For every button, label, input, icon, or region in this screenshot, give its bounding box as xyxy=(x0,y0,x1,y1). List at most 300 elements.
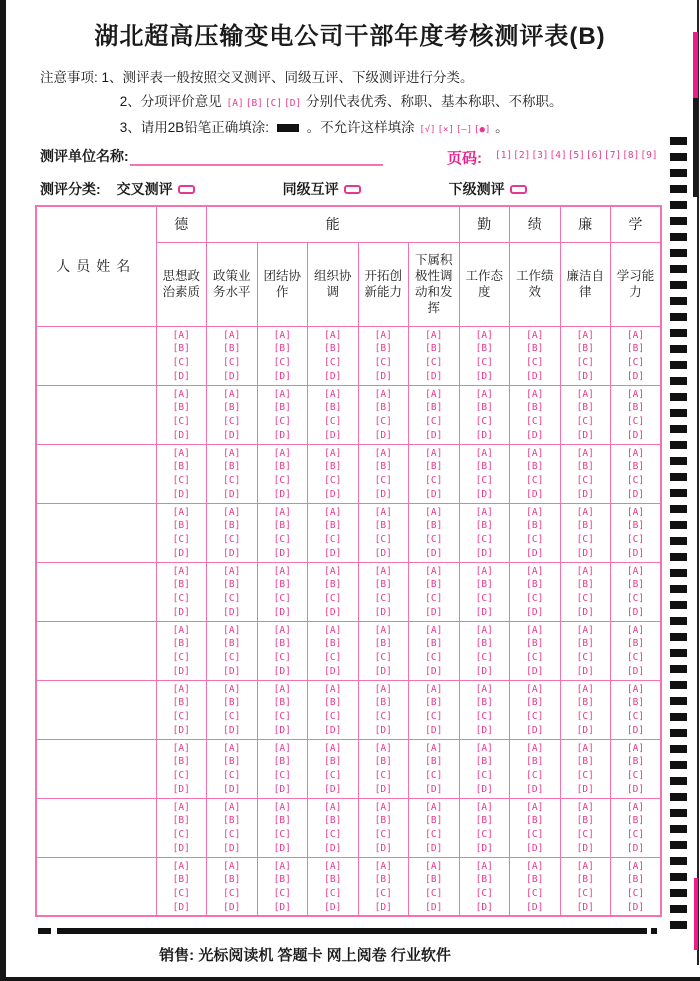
rating-bubble-b[interactable]: [B] xyxy=(273,874,291,886)
rating-bubble-d[interactable]: [D] xyxy=(273,901,291,913)
rating-bubble-b[interactable]: [B] xyxy=(526,697,544,709)
rating-bubble-a[interactable]: [A] xyxy=(223,624,241,636)
rating-bubble-a[interactable]: [A] xyxy=(576,329,594,341)
rating-bubble-c[interactable]: [C] xyxy=(576,770,594,782)
rating-bubble-b[interactable]: [B] xyxy=(526,579,544,591)
rating-bubble-c[interactable]: [C] xyxy=(374,534,392,546)
rating-bubble-b[interactable]: [B] xyxy=(626,520,645,532)
rating-bubble-b[interactable]: [B] xyxy=(172,402,190,414)
rating-bubble-a[interactable]: [A] xyxy=(475,565,493,577)
rating-bubble-c[interactable]: [C] xyxy=(273,593,291,605)
page-number-bubble[interactable]: [6] xyxy=(585,150,604,161)
rating-bubble-d[interactable]: [D] xyxy=(223,547,241,559)
rating-bubble-d[interactable]: [D] xyxy=(475,370,493,382)
rating-bubble-c[interactable]: [C] xyxy=(223,593,241,605)
rating-bubble-d[interactable]: [D] xyxy=(273,370,291,382)
rating-bubble-a[interactable]: [A] xyxy=(526,447,544,459)
rating-bubble-c[interactable]: [C] xyxy=(425,711,443,723)
rating-bubble-b[interactable]: [B] xyxy=(425,638,443,650)
rating-bubble-d[interactable]: [D] xyxy=(576,783,594,795)
rating-bubble-b[interactable]: [B] xyxy=(223,756,241,768)
rating-bubble-d[interactable]: [D] xyxy=(425,842,443,854)
rating-bubble-d[interactable]: [D] xyxy=(223,724,241,736)
rating-bubble-c[interactable]: [C] xyxy=(626,534,645,546)
rating-bubble-a[interactable]: [A] xyxy=(374,447,392,459)
rating-bubble-c[interactable]: [C] xyxy=(223,829,241,841)
rating-bubble-a[interactable]: [A] xyxy=(324,506,342,518)
page-number-bubble[interactable]: [2] xyxy=(513,150,531,161)
rating-bubble-b[interactable]: [B] xyxy=(172,815,190,827)
rating-bubble-b[interactable]: [B] xyxy=(223,815,241,827)
rating-bubble-b[interactable]: [B] xyxy=(626,638,645,650)
rating-bubble-c[interactable]: [C] xyxy=(324,357,342,369)
rating-bubble-c[interactable]: [C] xyxy=(223,888,241,900)
rating-bubble-a[interactable]: [A] xyxy=(223,447,241,459)
rating-bubble-a[interactable]: [A] xyxy=(425,447,443,459)
rating-bubble-b[interactable]: [B] xyxy=(475,756,493,768)
rating-bubble-c[interactable]: [C] xyxy=(626,357,645,369)
rating-bubble-a[interactable]: [A] xyxy=(425,801,443,813)
rating-bubble-b[interactable]: [B] xyxy=(374,815,392,827)
rating-bubble-a[interactable]: [A] xyxy=(374,683,392,695)
category-checkbox[interactable] xyxy=(344,185,361,194)
rating-bubble-a[interactable]: [A] xyxy=(475,506,493,518)
page-number-bubble[interactable]: [8] xyxy=(622,150,640,161)
rating-bubble-a[interactable]: [A] xyxy=(273,329,291,341)
rating-bubble-a[interactable]: [A] xyxy=(425,506,443,518)
rating-bubble-a[interactable]: [A] xyxy=(172,447,190,459)
rating-bubble-a[interactable]: [A] xyxy=(273,624,291,636)
rating-bubble-b[interactable]: [B] xyxy=(324,697,342,709)
rating-bubble-a[interactable]: [A] xyxy=(273,683,291,695)
rating-bubble-d[interactable]: [D] xyxy=(576,665,594,677)
rating-bubble-b[interactable]: [B] xyxy=(273,579,291,591)
person-name-cell[interactable] xyxy=(36,385,156,444)
rating-bubble-a[interactable]: [A] xyxy=(374,860,392,872)
rating-bubble-d[interactable]: [D] xyxy=(374,724,392,736)
person-name-cell[interactable] xyxy=(36,680,156,739)
rating-bubble-d[interactable]: [D] xyxy=(324,547,342,559)
rating-bubble-d[interactable]: [D] xyxy=(374,665,392,677)
rating-bubble-c[interactable]: [C] xyxy=(223,534,241,546)
rating-bubble-d[interactable]: [D] xyxy=(374,429,392,441)
rating-bubble-c[interactable]: [C] xyxy=(475,534,493,546)
rating-bubble-c[interactable]: [C] xyxy=(425,593,443,605)
rating-bubble-c[interactable]: [C] xyxy=(475,475,493,487)
rating-bubble-d[interactable]: [D] xyxy=(626,842,645,854)
rating-bubble-b[interactable]: [B] xyxy=(526,402,544,414)
rating-bubble-a[interactable]: [A] xyxy=(172,506,190,518)
rating-bubble-a[interactable]: [A] xyxy=(223,565,241,577)
person-name-cell[interactable] xyxy=(36,739,156,798)
rating-bubble-a[interactable]: [A] xyxy=(626,860,645,872)
rating-bubble-b[interactable]: [B] xyxy=(223,638,241,650)
rating-bubble-d[interactable]: [D] xyxy=(626,901,645,913)
rating-bubble-c[interactable]: [C] xyxy=(172,829,190,841)
rating-bubble-a[interactable]: [A] xyxy=(273,506,291,518)
rating-bubble-b[interactable]: [B] xyxy=(172,579,190,591)
rating-bubble-d[interactable]: [D] xyxy=(475,547,493,559)
rating-bubble-d[interactable]: [D] xyxy=(425,370,443,382)
rating-bubble-c[interactable]: [C] xyxy=(374,416,392,428)
rating-bubble-d[interactable]: [D] xyxy=(172,901,190,913)
rating-bubble-d[interactable]: [D] xyxy=(374,783,392,795)
rating-bubble-b[interactable]: [B] xyxy=(626,756,645,768)
rating-bubble-a[interactable]: [A] xyxy=(223,801,241,813)
rating-bubble-d[interactable]: [D] xyxy=(475,901,493,913)
rating-bubble-c[interactable]: [C] xyxy=(324,711,342,723)
rating-bubble-c[interactable]: [C] xyxy=(223,770,241,782)
rating-bubble-c[interactable]: [C] xyxy=(374,888,392,900)
rating-bubble-b[interactable]: [B] xyxy=(374,461,392,473)
rating-bubble-a[interactable]: [A] xyxy=(576,624,594,636)
rating-bubble-c[interactable]: [C] xyxy=(324,593,342,605)
rating-bubble-c[interactable]: [C] xyxy=(626,711,645,723)
rating-bubble-a[interactable]: [A] xyxy=(576,742,594,754)
rating-bubble-c[interactable]: [C] xyxy=(475,888,493,900)
rating-bubble-c[interactable]: [C] xyxy=(374,652,392,664)
rating-bubble-b[interactable]: [B] xyxy=(324,579,342,591)
rating-bubble-d[interactable]: [D] xyxy=(374,370,392,382)
rating-bubble-d[interactable]: [D] xyxy=(273,783,291,795)
rating-bubble-b[interactable]: [B] xyxy=(425,815,443,827)
rating-bubble-c[interactable]: [C] xyxy=(324,888,342,900)
rating-bubble-d[interactable]: [D] xyxy=(425,665,443,677)
rating-bubble-b[interactable]: [B] xyxy=(374,874,392,886)
rating-bubble-d[interactable]: [D] xyxy=(425,429,443,441)
rating-bubble-d[interactable]: [D] xyxy=(425,783,443,795)
rating-bubble-b[interactable]: [B] xyxy=(172,520,190,532)
rating-bubble-c[interactable]: [C] xyxy=(172,357,190,369)
rating-bubble-a[interactable]: [A] xyxy=(425,860,443,872)
rating-bubble-c[interactable]: [C] xyxy=(626,888,645,900)
rating-bubble-a[interactable]: [A] xyxy=(576,683,594,695)
rating-bubble-c[interactable]: [C] xyxy=(425,829,443,841)
rating-bubble-d[interactable]: [D] xyxy=(576,429,594,441)
rating-bubble-b[interactable]: [B] xyxy=(425,343,443,355)
category-checkbox[interactable] xyxy=(510,185,527,194)
rating-bubble-b[interactable]: [B] xyxy=(475,402,493,414)
rating-bubble-c[interactable]: [C] xyxy=(475,829,493,841)
person-name-cell[interactable] xyxy=(36,562,156,621)
rating-bubble-d[interactable]: [D] xyxy=(425,606,443,618)
rating-bubble-c[interactable]: [C] xyxy=(273,534,291,546)
rating-bubble-a[interactable]: [A] xyxy=(324,742,342,754)
rating-bubble-b[interactable]: [B] xyxy=(576,461,594,473)
rating-bubble-a[interactable]: [A] xyxy=(626,565,645,577)
rating-bubble-b[interactable]: [B] xyxy=(475,697,493,709)
rating-bubble-c[interactable]: [C] xyxy=(374,711,392,723)
rating-bubble-a[interactable]: [A] xyxy=(374,742,392,754)
rating-bubble-d[interactable]: [D] xyxy=(425,488,443,500)
rating-bubble-b[interactable]: [B] xyxy=(526,756,544,768)
rating-bubble-a[interactable]: [A] xyxy=(526,388,544,400)
rating-bubble-c[interactable]: [C] xyxy=(576,888,594,900)
rating-bubble-b[interactable]: [B] xyxy=(576,343,594,355)
rating-bubble-b[interactable]: [B] xyxy=(273,343,291,355)
rating-bubble-d[interactable]: [D] xyxy=(223,901,241,913)
rating-bubble-b[interactable]: [B] xyxy=(576,520,594,532)
rating-bubble-c[interactable]: [C] xyxy=(526,888,544,900)
rating-bubble-d[interactable]: [D] xyxy=(526,842,544,854)
rating-bubble-b[interactable]: [B] xyxy=(172,461,190,473)
rating-bubble-b[interactable]: [B] xyxy=(425,874,443,886)
rating-bubble-b[interactable]: [B] xyxy=(526,815,544,827)
rating-bubble-a[interactable]: [A] xyxy=(526,624,544,636)
rating-bubble-a[interactable]: [A] xyxy=(172,801,190,813)
rating-bubble-c[interactable]: [C] xyxy=(223,416,241,428)
rating-bubble-c[interactable]: [C] xyxy=(526,829,544,841)
rating-bubble-d[interactable]: [D] xyxy=(425,724,443,736)
rating-bubble-d[interactable]: [D] xyxy=(626,606,645,618)
rating-bubble-d[interactable]: [D] xyxy=(425,901,443,913)
rating-bubble-b[interactable]: [B] xyxy=(576,815,594,827)
rating-bubble-c[interactable]: [C] xyxy=(576,593,594,605)
rating-bubble-d[interactable]: [D] xyxy=(273,429,291,441)
rating-bubble-b[interactable]: [B] xyxy=(324,461,342,473)
rating-bubble-a[interactable]: [A] xyxy=(172,624,190,636)
rating-bubble-c[interactable]: [C] xyxy=(526,770,544,782)
rating-bubble-a[interactable]: [A] xyxy=(324,388,342,400)
rating-bubble-a[interactable]: [A] xyxy=(172,329,190,341)
rating-bubble-a[interactable]: [A] xyxy=(425,742,443,754)
rating-bubble-a[interactable]: [A] xyxy=(324,860,342,872)
rating-bubble-a[interactable]: [A] xyxy=(425,683,443,695)
rating-bubble-b[interactable]: [B] xyxy=(223,461,241,473)
rating-bubble-b[interactable]: [B] xyxy=(374,402,392,414)
rating-bubble-d[interactable]: [D] xyxy=(223,842,241,854)
rating-bubble-c[interactable]: [C] xyxy=(526,416,544,428)
rating-bubble-c[interactable]: [C] xyxy=(172,711,190,723)
rating-bubble-c[interactable]: [C] xyxy=(374,829,392,841)
rating-bubble-c[interactable]: [C] xyxy=(576,416,594,428)
rating-bubble-c[interactable]: [C] xyxy=(324,770,342,782)
rating-bubble-b[interactable]: [B] xyxy=(273,638,291,650)
rating-bubble-d[interactable]: [D] xyxy=(273,665,291,677)
rating-bubble-d[interactable]: [D] xyxy=(273,606,291,618)
rating-bubble-b[interactable]: [B] xyxy=(475,638,493,650)
page-number-bubble[interactable]: [5] xyxy=(567,150,585,161)
rating-bubble-d[interactable]: [D] xyxy=(223,488,241,500)
rating-bubble-b[interactable]: [B] xyxy=(626,815,645,827)
rating-bubble-d[interactable]: [D] xyxy=(475,665,493,677)
rating-bubble-b[interactable]: [B] xyxy=(223,697,241,709)
rating-bubble-a[interactable]: [A] xyxy=(526,742,544,754)
rating-bubble-b[interactable]: [B] xyxy=(223,579,241,591)
rating-bubble-a[interactable]: [A] xyxy=(273,447,291,459)
rating-bubble-a[interactable]: [A] xyxy=(374,388,392,400)
page-number-bubble[interactable]: [9] xyxy=(640,150,658,161)
rating-bubble-b[interactable]: [B] xyxy=(475,520,493,532)
rating-bubble-d[interactable]: [D] xyxy=(526,783,544,795)
rating-bubble-d[interactable]: [D] xyxy=(324,724,342,736)
rating-bubble-a[interactable]: [A] xyxy=(626,801,645,813)
rating-bubble-c[interactable]: [C] xyxy=(526,357,544,369)
rating-bubble-a[interactable]: [A] xyxy=(475,801,493,813)
rating-bubble-d[interactable]: [D] xyxy=(324,370,342,382)
person-name-cell[interactable] xyxy=(36,326,156,385)
rating-bubble-b[interactable]: [B] xyxy=(626,343,645,355)
rating-bubble-c[interactable]: [C] xyxy=(526,475,544,487)
rating-bubble-b[interactable]: [B] xyxy=(576,402,594,414)
page-number-bubble[interactable]: [7] xyxy=(604,150,622,161)
rating-bubble-a[interactable]: [A] xyxy=(526,860,544,872)
rating-bubble-d[interactable]: [D] xyxy=(172,606,190,618)
rating-bubble-d[interactable]: [D] xyxy=(576,842,594,854)
rating-bubble-b[interactable]: [B] xyxy=(273,697,291,709)
rating-bubble-b[interactable]: [B] xyxy=(324,815,342,827)
rating-bubble-d[interactable]: [D] xyxy=(172,842,190,854)
rating-bubble-d[interactable]: [D] xyxy=(475,783,493,795)
rating-bubble-c[interactable]: [C] xyxy=(626,593,645,605)
rating-bubble-b[interactable]: [B] xyxy=(626,402,645,414)
rating-bubble-d[interactable]: [D] xyxy=(526,724,544,736)
rating-bubble-a[interactable]: [A] xyxy=(425,624,443,636)
rating-bubble-c[interactable]: [C] xyxy=(475,652,493,664)
rating-bubble-d[interactable]: [D] xyxy=(475,842,493,854)
rating-bubble-c[interactable]: [C] xyxy=(475,357,493,369)
rating-bubble-c[interactable]: [C] xyxy=(172,652,190,664)
rating-bubble-d[interactable]: [D] xyxy=(223,606,241,618)
rating-bubble-b[interactable]: [B] xyxy=(425,402,443,414)
rating-bubble-c[interactable]: [C] xyxy=(324,534,342,546)
rating-bubble-c[interactable]: [C] xyxy=(273,770,291,782)
rating-bubble-d[interactable]: [D] xyxy=(324,783,342,795)
rating-bubble-b[interactable]: [B] xyxy=(626,461,645,473)
rating-bubble-a[interactable]: [A] xyxy=(172,742,190,754)
rating-bubble-c[interactable]: [C] xyxy=(273,652,291,664)
rating-bubble-a[interactable]: [A] xyxy=(223,329,241,341)
rating-bubble-b[interactable]: [B] xyxy=(374,756,392,768)
page-number-bubble[interactable]: [3] xyxy=(531,150,549,161)
rating-bubble-c[interactable]: [C] xyxy=(425,652,443,664)
page-number-bubble[interactable]: [4] xyxy=(549,150,567,161)
rating-bubble-c[interactable]: [C] xyxy=(475,593,493,605)
rating-bubble-c[interactable]: [C] xyxy=(425,416,443,428)
rating-bubble-d[interactable]: [D] xyxy=(576,724,594,736)
rating-bubble-d[interactable]: [D] xyxy=(576,547,594,559)
rating-bubble-b[interactable]: [B] xyxy=(475,461,493,473)
person-name-cell[interactable] xyxy=(36,621,156,680)
rating-bubble-c[interactable]: [C] xyxy=(626,652,645,664)
rating-bubble-c[interactable]: [C] xyxy=(172,416,190,428)
rating-bubble-d[interactable]: [D] xyxy=(223,665,241,677)
rating-bubble-b[interactable]: [B] xyxy=(273,756,291,768)
rating-bubble-c[interactable]: [C] xyxy=(576,829,594,841)
rating-bubble-c[interactable]: [C] xyxy=(526,711,544,723)
rating-bubble-d[interactable]: [D] xyxy=(576,606,594,618)
rating-bubble-a[interactable]: [A] xyxy=(576,506,594,518)
rating-bubble-a[interactable]: [A] xyxy=(626,447,645,459)
rating-bubble-b[interactable]: [B] xyxy=(425,579,443,591)
rating-bubble-a[interactable]: [A] xyxy=(475,683,493,695)
rating-bubble-a[interactable]: [A] xyxy=(273,742,291,754)
rating-bubble-c[interactable]: [C] xyxy=(273,711,291,723)
rating-bubble-b[interactable]: [B] xyxy=(576,579,594,591)
rating-bubble-c[interactable]: [C] xyxy=(626,770,645,782)
person-name-cell[interactable] xyxy=(36,503,156,562)
rating-bubble-c[interactable]: [C] xyxy=(273,416,291,428)
rating-bubble-b[interactable]: [B] xyxy=(626,697,645,709)
person-name-cell[interactable] xyxy=(36,798,156,857)
rating-bubble-b[interactable]: [B] xyxy=(223,520,241,532)
rating-bubble-c[interactable]: [C] xyxy=(576,652,594,664)
rating-bubble-b[interactable]: [B] xyxy=(626,874,645,886)
rating-bubble-d[interactable]: [D] xyxy=(273,842,291,854)
rating-bubble-d[interactable]: [D] xyxy=(526,488,544,500)
rating-bubble-d[interactable]: [D] xyxy=(576,370,594,382)
rating-bubble-c[interactable]: [C] xyxy=(425,534,443,546)
rating-bubble-d[interactable]: [D] xyxy=(526,429,544,441)
rating-bubble-d[interactable]: [D] xyxy=(626,547,645,559)
rating-bubble-d[interactable]: [D] xyxy=(475,429,493,441)
rating-bubble-b[interactable]: [B] xyxy=(273,461,291,473)
rating-bubble-b[interactable]: [B] xyxy=(172,343,190,355)
rating-bubble-a[interactable]: [A] xyxy=(172,683,190,695)
rating-bubble-d[interactable]: [D] xyxy=(324,606,342,618)
rating-bubble-d[interactable]: [D] xyxy=(626,783,645,795)
rating-bubble-a[interactable]: [A] xyxy=(223,683,241,695)
rating-bubble-b[interactable]: [B] xyxy=(425,697,443,709)
rating-bubble-c[interactable]: [C] xyxy=(374,475,392,487)
rating-bubble-b[interactable]: [B] xyxy=(172,756,190,768)
rating-bubble-a[interactable]: [A] xyxy=(475,447,493,459)
rating-bubble-b[interactable]: [B] xyxy=(273,520,291,532)
rating-bubble-a[interactable]: [A] xyxy=(626,388,645,400)
rating-bubble-d[interactable]: [D] xyxy=(273,488,291,500)
rating-bubble-a[interactable]: [A] xyxy=(273,565,291,577)
rating-bubble-c[interactable]: [C] xyxy=(223,357,241,369)
rating-bubble-b[interactable]: [B] xyxy=(324,520,342,532)
rating-bubble-a[interactable]: [A] xyxy=(425,565,443,577)
rating-bubble-d[interactable]: [D] xyxy=(223,429,241,441)
rating-bubble-b[interactable]: [B] xyxy=(324,402,342,414)
rating-bubble-a[interactable]: [A] xyxy=(425,388,443,400)
rating-bubble-d[interactable]: [D] xyxy=(324,665,342,677)
rating-bubble-a[interactable]: [A] xyxy=(475,742,493,754)
rating-bubble-d[interactable]: [D] xyxy=(324,488,342,500)
rating-bubble-b[interactable]: [B] xyxy=(425,520,443,532)
rating-bubble-a[interactable]: [A] xyxy=(576,801,594,813)
rating-bubble-b[interactable]: [B] xyxy=(374,697,392,709)
rating-bubble-a[interactable]: [A] xyxy=(475,388,493,400)
rating-bubble-b[interactable]: [B] xyxy=(526,461,544,473)
rating-bubble-d[interactable]: [D] xyxy=(324,901,342,913)
rating-bubble-b[interactable]: [B] xyxy=(576,697,594,709)
rating-bubble-b[interactable]: [B] xyxy=(273,815,291,827)
rating-bubble-c[interactable]: [C] xyxy=(172,593,190,605)
person-name-cell[interactable] xyxy=(36,857,156,916)
rating-bubble-b[interactable]: [B] xyxy=(324,343,342,355)
rating-bubble-a[interactable]: [A] xyxy=(223,860,241,872)
rating-bubble-b[interactable]: [B] xyxy=(273,402,291,414)
rating-bubble-d[interactable]: [D] xyxy=(626,429,645,441)
rating-bubble-d[interactable]: [D] xyxy=(172,783,190,795)
rating-bubble-a[interactable]: [A] xyxy=(475,860,493,872)
rating-bubble-c[interactable]: [C] xyxy=(425,770,443,782)
rating-bubble-a[interactable]: [A] xyxy=(172,860,190,872)
rating-bubble-c[interactable]: [C] xyxy=(626,475,645,487)
rating-bubble-c[interactable]: [C] xyxy=(526,652,544,664)
rating-bubble-b[interactable]: [B] xyxy=(374,520,392,532)
rating-bubble-b[interactable]: [B] xyxy=(223,402,241,414)
rating-bubble-d[interactable]: [D] xyxy=(526,370,544,382)
rating-bubble-d[interactable]: [D] xyxy=(526,547,544,559)
rating-bubble-c[interactable]: [C] xyxy=(324,416,342,428)
rating-bubble-c[interactable]: [C] xyxy=(576,475,594,487)
rating-bubble-d[interactable]: [D] xyxy=(273,724,291,736)
rating-bubble-a[interactable]: [A] xyxy=(324,624,342,636)
